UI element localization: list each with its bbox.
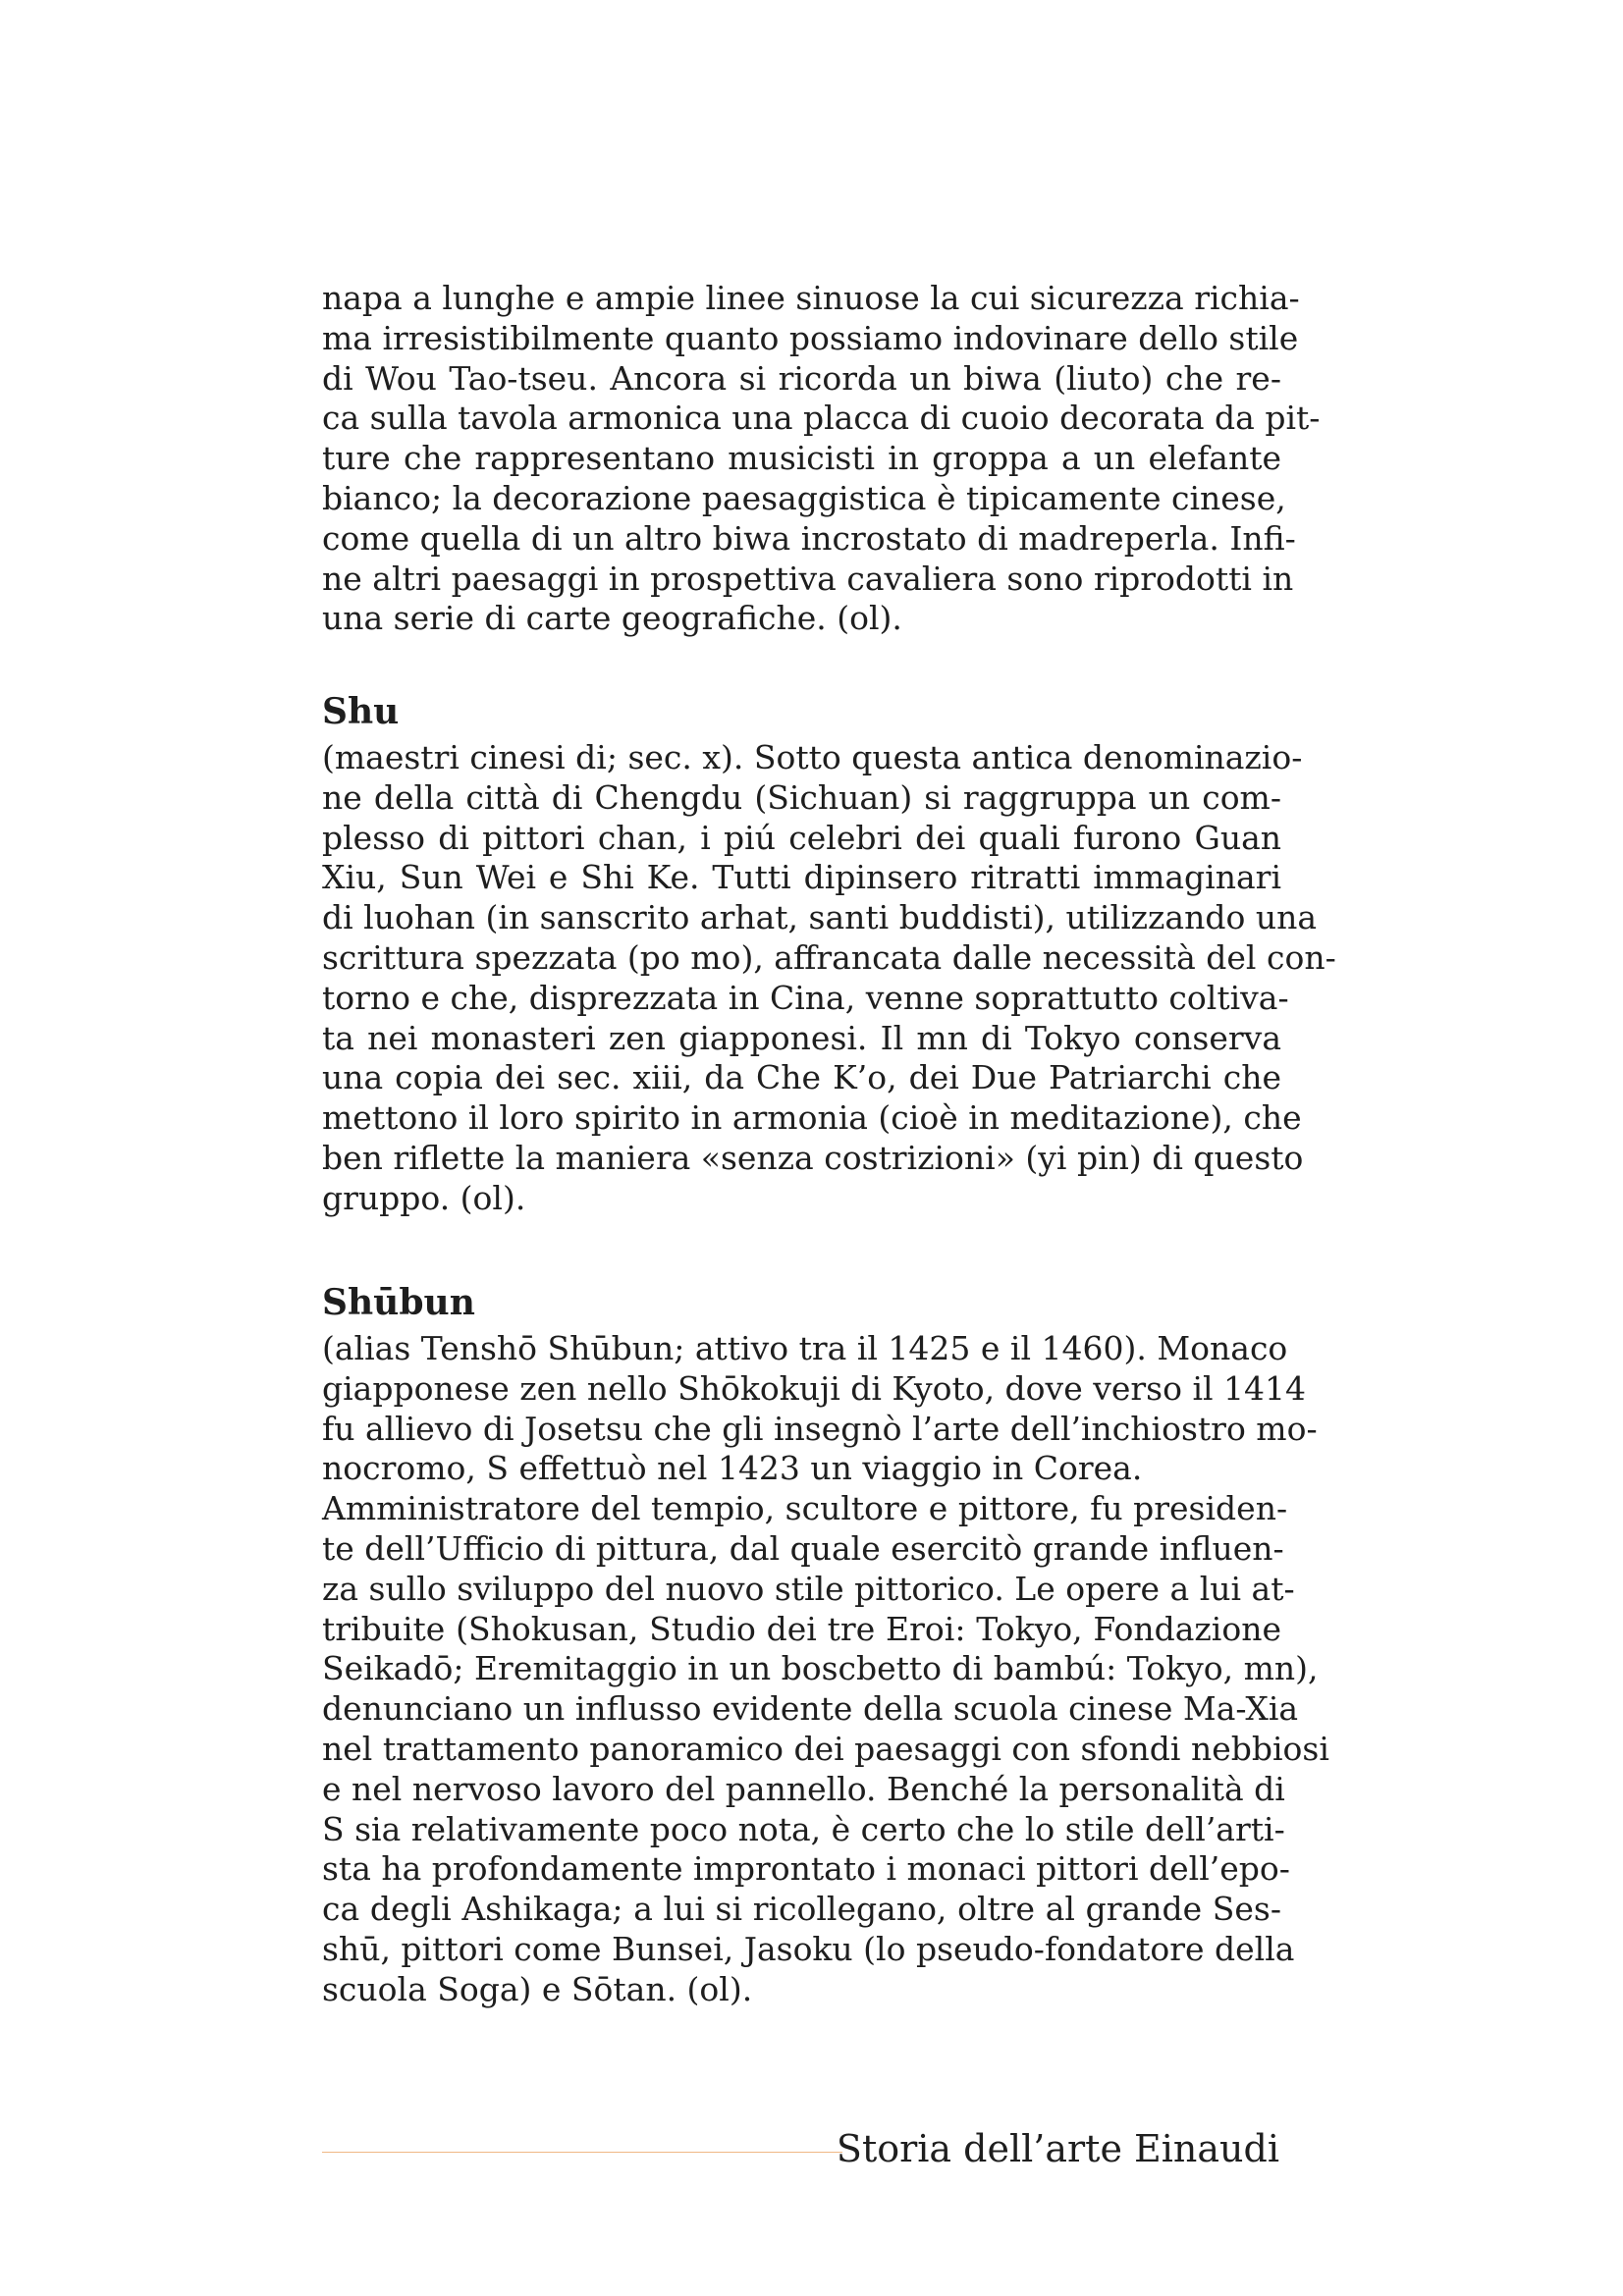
footer-rule bbox=[322, 2152, 842, 2153]
text-line: gruppo. (ol). bbox=[322, 1178, 526, 1217]
text-line: Xiu, Sun Wei e Shi Ke. Tutti dipinsero ritratti immaginari bbox=[322, 858, 1281, 897]
text-line: fu allievo di Josetsu che gli insegnò l’arte dell’inchiostro mo- bbox=[322, 1409, 1318, 1448]
text-line: mettono il loro spirito in armonia (cioè in meditazione), che bbox=[322, 1098, 1302, 1138]
entry-body-shubun bbox=[322, 1329, 1329, 2010]
text-line: S sia relativamente poco nota, è certo che lo stile dell’arti- bbox=[322, 1809, 1285, 1848]
text-line: nocromo, S effettuò nel 1423 un viaggio in Corea. bbox=[322, 1449, 1143, 1488]
text-line: shū, pittori come Bunsei, Jasoku (lo pseudo-fondatore della bbox=[322, 1929, 1295, 1968]
text-line: te dell’Ufficio di pittura, dal quale esercitò grande influen- bbox=[322, 1528, 1284, 1568]
text-line: ben riflette la maniera «senza costrizioni» (yi pin) di questo bbox=[322, 1138, 1304, 1177]
text-line: scuola Soga) e Sōtan. (ol). bbox=[322, 1969, 753, 2008]
text-line: ne della città di Chengdu (Sichuan) si raggruppa un com- bbox=[322, 777, 1281, 817]
text-line: di luohan (in sanscrito arhat, santi buddisti), utilizzando una bbox=[322, 898, 1318, 937]
text-line: plesso di pittori chan, i piú celebri dei quali furono Guan bbox=[322, 818, 1281, 857]
text-line: nel trattamento panoramico dei paesaggi con sfondi nebbiosi bbox=[322, 1729, 1329, 1768]
text-line: bianco; la decorazione paesaggistica è tipicamente cinese, bbox=[322, 478, 1286, 517]
text-line: ture che rappresentano musicisti in groppa a un elefante bbox=[322, 439, 1281, 478]
text-line: ne altri paesaggi in prospettiva cavaliera sono riprodotti in bbox=[322, 559, 1294, 598]
text-line: za sullo sviluppo del nuovo stile pittorico. Le opere a lui at- bbox=[322, 1569, 1295, 1608]
text-line: ca degli Ashikaga; a lui si ricollegano, oltre al grande Ses- bbox=[322, 1890, 1281, 1929]
text-line: Seikadō; Eremitaggio in un boscbetto di bambú: Tokyo, mn), bbox=[322, 1649, 1319, 1688]
text-line: di Wou Tao-tseu. Ancora si ricorda un biwa (liuto) che re- bbox=[322, 358, 1281, 398]
text-line: Amministratore del tempio, scultore e pittore, fu presiden- bbox=[322, 1489, 1288, 1528]
entry-heading-shubun: Shūbun bbox=[322, 1282, 475, 1323]
text-line: scrittura spezzata (po mo), affrancata dalle necessità del con- bbox=[322, 937, 1336, 977]
text-line: una copia dei sec. xiii, da Che K’o, dei Due Patriarchi che bbox=[322, 1058, 1281, 1097]
text-line: e nel nervoso lavoro del pannello. Benché la personalità di bbox=[322, 1769, 1285, 1808]
text-line: napa a lunghe e ampie linee sinuose la cui sicurezza richia- bbox=[322, 279, 1300, 317]
entry-heading-shu: Shu bbox=[322, 691, 400, 732]
text-line: ma irresistibilmente quanto possiamo indovinare dello stile bbox=[322, 318, 1299, 357]
text-line: giapponese zen nello Shōkokuji di Kyoto, dove verso il 1414 bbox=[322, 1368, 1307, 1408]
text-line: ta nei monasteri zen giapponesi. Il mn di Tokyo conserva bbox=[322, 1018, 1281, 1057]
text-line: torno e che, disprezzata in Cina, venne soprattutto coltiva- bbox=[322, 978, 1289, 1017]
text-line: come quella di un altro biwa incrostato di madreperla. Infi- bbox=[322, 518, 1296, 558]
text-line: sta ha profondamente improntato i monaci pittori dell’epo- bbox=[322, 1849, 1290, 1889]
text-line: ca sulla tavola armonica una placca di cuoio decorata da pit- bbox=[322, 399, 1321, 438]
text-line: (alias Tenshō Shūbun; attivo tra il 1425 e il 1460). Monaco bbox=[322, 1329, 1288, 1367]
text-line: (maestri cinesi di; sec. x). Sotto questa antica denominazio- bbox=[322, 738, 1303, 776]
footer-title: Storia dell’arte Einaudi bbox=[836, 2127, 1279, 2170]
text-line: denunciano un influsso evidente della scuola cinese Ma-Xia bbox=[322, 1689, 1299, 1729]
entry-body-shu bbox=[322, 738, 1336, 1219]
text-line: tribuite (Shokusan, Studio dei tre Eroi: Tokyo, Fondazione bbox=[322, 1609, 1281, 1648]
intro-paragraph bbox=[322, 279, 1321, 639]
text-line: una serie di carte geografiche. (ol). bbox=[322, 599, 902, 638]
